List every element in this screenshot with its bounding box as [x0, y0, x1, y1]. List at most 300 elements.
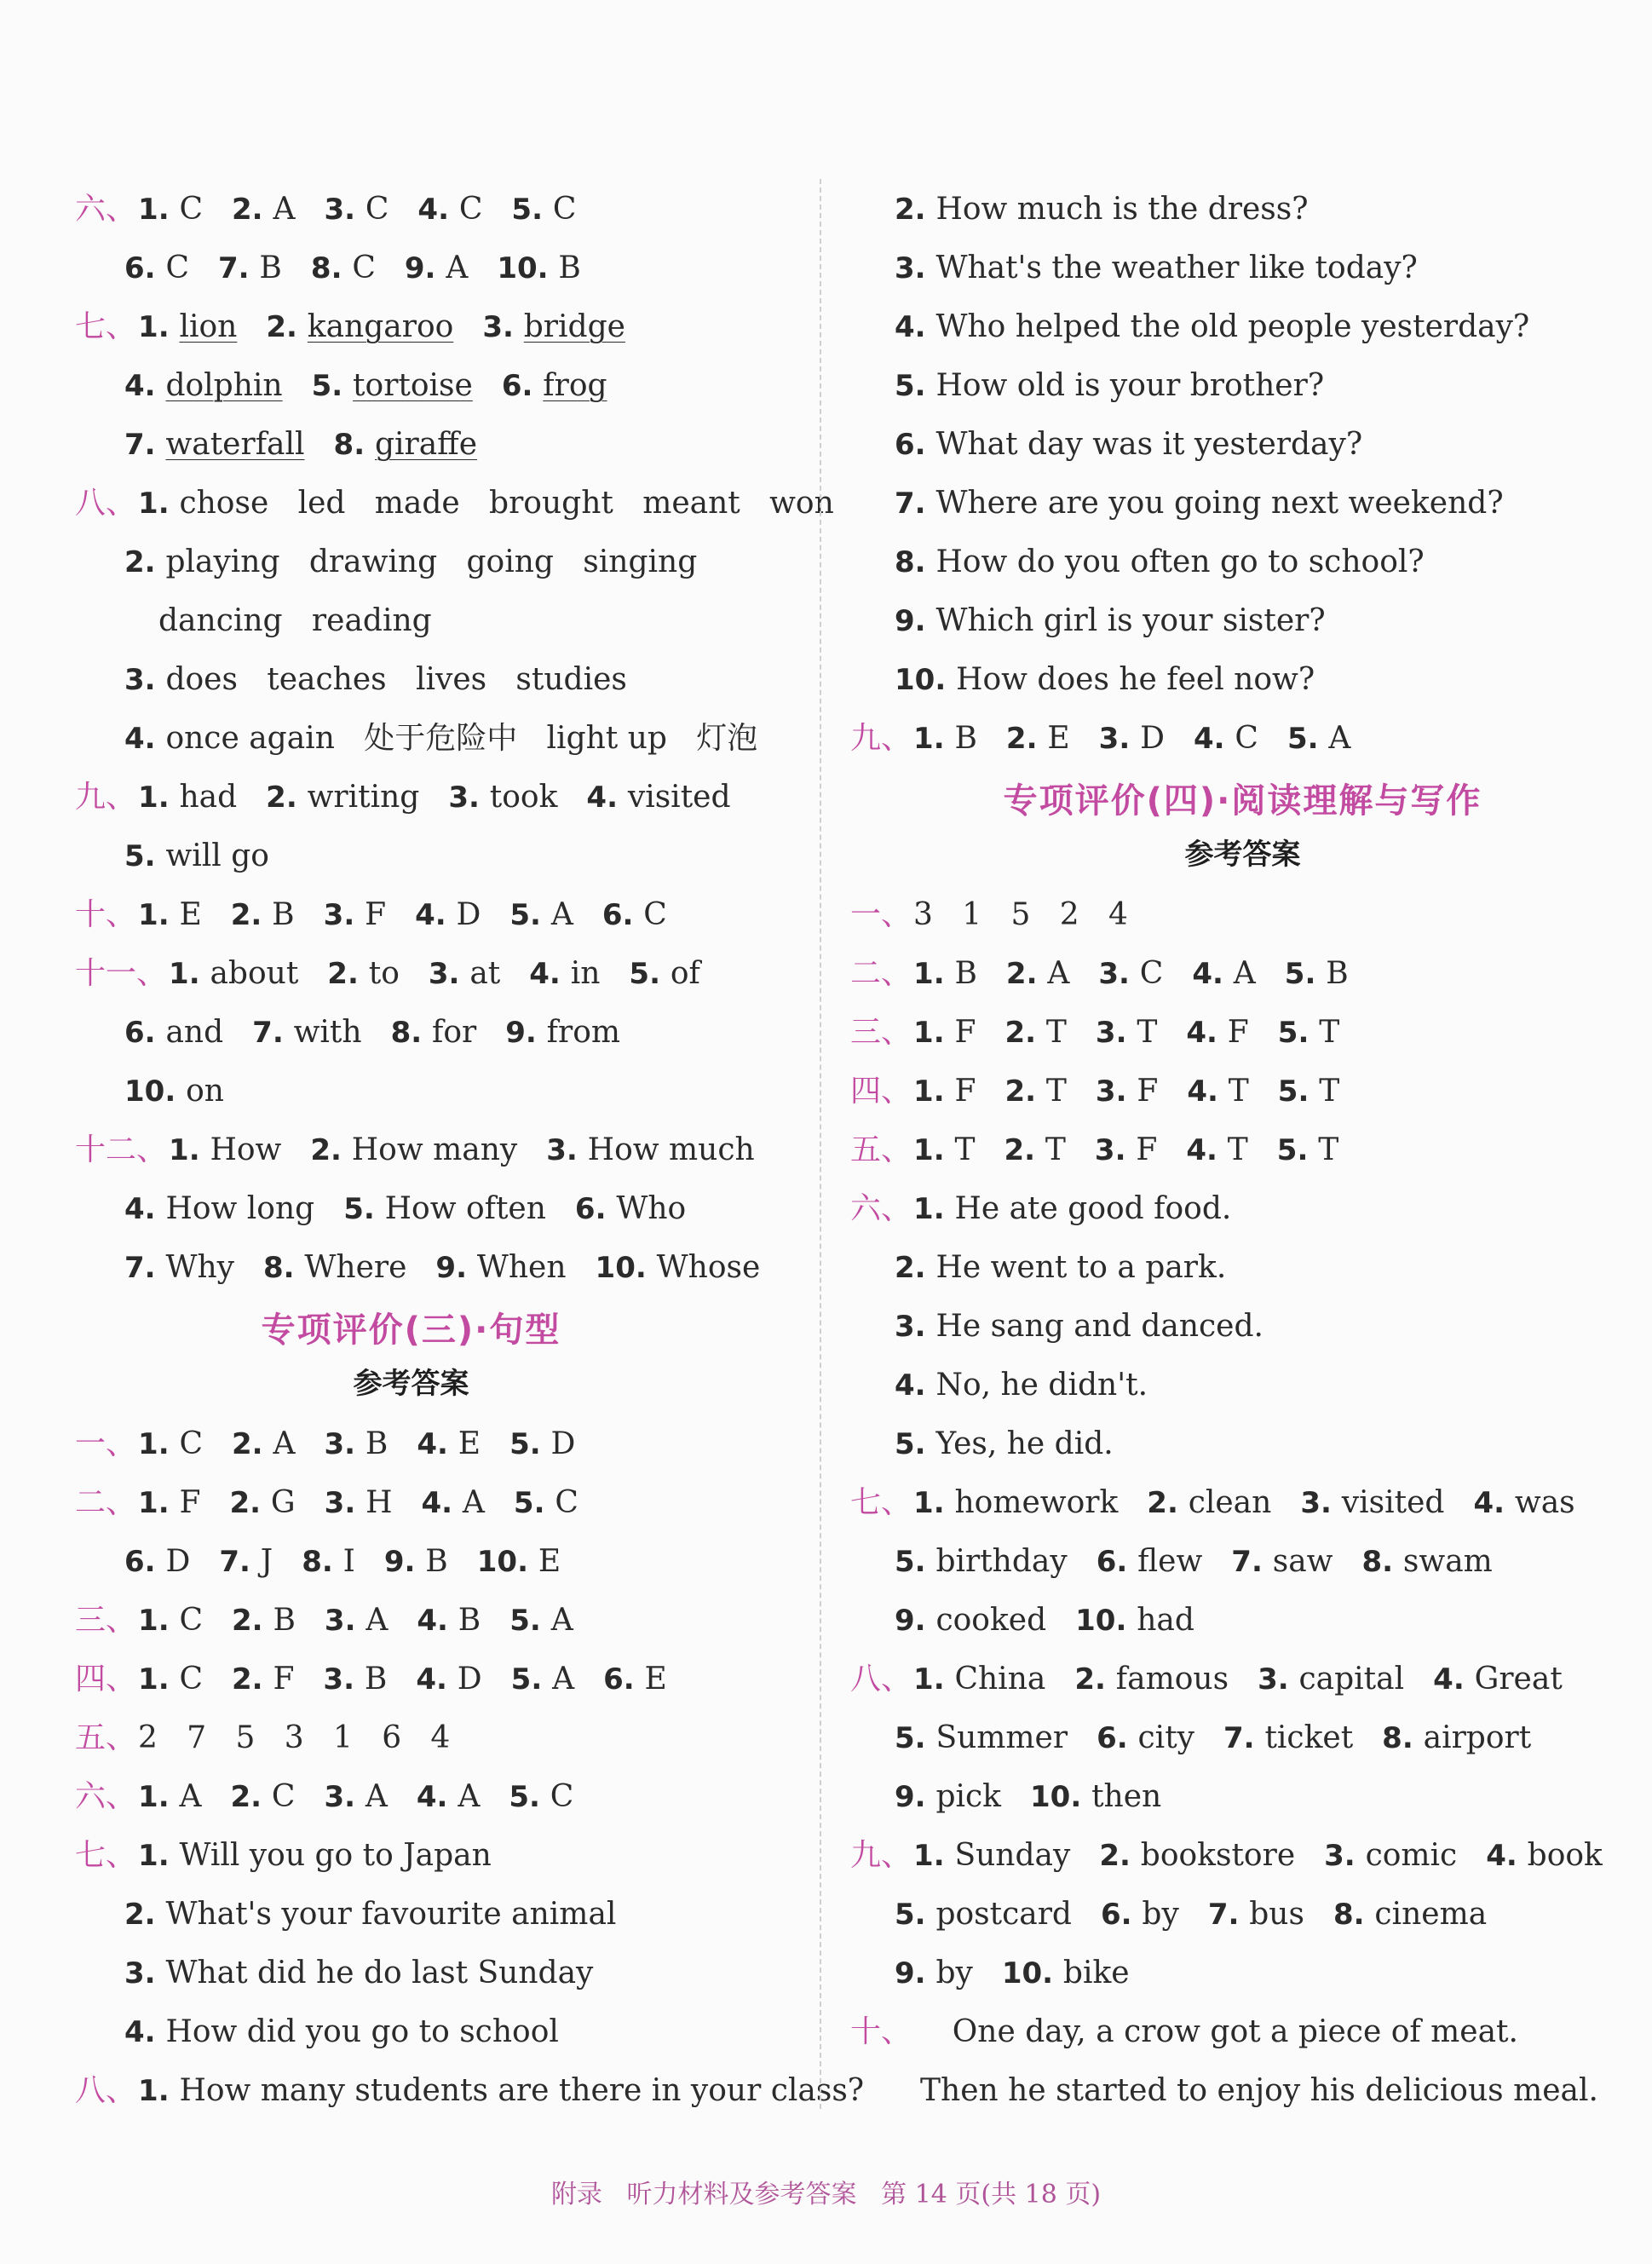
answer-item — [895, 1779, 1001, 1814]
answer-item — [1324, 1838, 1457, 1873]
answer-line — [895, 660, 1344, 700]
question-number: 2 . — [1004, 1074, 1045, 1109]
answer-value: A — [1328, 721, 1351, 756]
question-number: 4 . — [417, 193, 458, 227]
question-number: 1 . — [138, 1486, 179, 1520]
answer-item — [1277, 1132, 1338, 1167]
answer-value: A — [1233, 956, 1256, 991]
question-number: 9 . — [435, 1251, 476, 1285]
question-number: 8 . — [1382, 1721, 1423, 1755]
question-number: 1 . — [138, 1839, 179, 1873]
answer-value: T — [1045, 1074, 1067, 1109]
answer-item — [334, 427, 478, 462]
answer-value: playing drawing going singing — [165, 544, 698, 579]
answer-value: chose led made brought meant won — [179, 486, 834, 521]
question-number: 10 . — [497, 251, 558, 285]
question-number: 1 . — [138, 781, 179, 815]
answer-value: F — [954, 1074, 976, 1109]
answer-item — [138, 309, 237, 344]
answer-value: How often — [384, 1191, 546, 1226]
answer-line — [75, 1835, 521, 1876]
answer-item — [586, 780, 730, 815]
answer-item — [324, 1779, 387, 1814]
answer-item — [1194, 721, 1258, 756]
section-marker: 六、 — [75, 1779, 137, 1814]
answer-item — [913, 721, 977, 756]
answer-item — [1147, 1485, 1271, 1520]
answer-line — [75, 1659, 696, 1700]
answer-item — [477, 1544, 561, 1579]
answer-item — [124, 1015, 223, 1050]
question-number: 7 . — [1223, 1721, 1264, 1755]
question-number: 4 . — [417, 1604, 458, 1638]
question-number: 5 . — [511, 193, 552, 227]
answer-item — [1287, 721, 1350, 756]
question-number: 2 . — [895, 1251, 935, 1285]
answer-value: pick — [935, 1779, 1001, 1814]
answer-item — [895, 1956, 973, 1990]
answer-value: C — [179, 1603, 203, 1638]
section-marker: 九、 — [850, 1838, 912, 1873]
answer-value: was — [1514, 1485, 1575, 1520]
question-number: 2 . — [1004, 1133, 1045, 1167]
question-number: 2 . — [231, 898, 272, 932]
question-number: 2 . — [1004, 1016, 1045, 1050]
answer-item — [1097, 1720, 1194, 1755]
answer-line — [124, 601, 432, 642]
answer-value: frog — [543, 368, 607, 403]
answer-line — [124, 542, 726, 583]
answer-item — [324, 1426, 388, 1461]
answer-value: B — [364, 1662, 388, 1697]
answer-value: once again 处于危险中 light up 灯泡 — [165, 721, 758, 756]
answer-value: D — [165, 1544, 191, 1579]
question-number: 3 . — [1300, 1486, 1341, 1520]
answer-value: cooked — [935, 1603, 1047, 1638]
question-number: 2 . — [124, 545, 165, 579]
answer-value: book — [1527, 1838, 1603, 1873]
answer-line — [895, 1777, 1190, 1818]
answer-line — [895, 542, 1453, 583]
answer-item — [169, 1132, 281, 1167]
answer-value: E — [1047, 721, 1070, 756]
answer-item — [252, 1015, 361, 1050]
answer-line — [850, 953, 1378, 994]
answer-item — [895, 1426, 1114, 1461]
answer-line — [850, 1659, 1592, 1700]
question-number: 3 . — [1095, 1133, 1136, 1167]
answer-item — [429, 956, 500, 991]
answer-value: city — [1137, 1720, 1194, 1755]
answer-item — [1231, 1544, 1333, 1579]
answer-value: F — [179, 1485, 201, 1520]
answer-item — [229, 1485, 295, 1520]
question-number: 4 . — [417, 1780, 458, 1814]
answer-item — [325, 1603, 388, 1638]
answer-value: Summer — [935, 1720, 1068, 1755]
answer-item — [509, 1426, 575, 1461]
answer-item — [895, 1720, 1068, 1755]
question-number: 8 . — [311, 251, 352, 285]
question-number: 7 . — [124, 428, 165, 462]
question-number: 9 . — [895, 1604, 935, 1638]
answer-value: What day was it yesterday? — [935, 427, 1363, 462]
section-marker: 六、 — [850, 1191, 912, 1226]
answer-item — [1002, 1956, 1130, 1990]
question-number: 9 . — [895, 604, 935, 638]
answer-item — [391, 1015, 477, 1050]
question-number: 5 . — [509, 1427, 550, 1461]
answer-item — [169, 956, 298, 991]
answer-item — [266, 309, 453, 344]
answer-value: T — [1227, 1132, 1248, 1167]
answer-value: What did he do last Sunday — [165, 1956, 594, 1990]
answer-item — [124, 368, 283, 403]
section-marker: 二、 — [75, 1485, 137, 1520]
answer-line — [124, 1247, 789, 1288]
answer-line — [850, 2012, 1518, 2053]
answer-item — [1101, 1897, 1179, 1932]
answer-value: He went to a park. — [935, 1250, 1227, 1285]
answer-item — [511, 1662, 574, 1697]
answer-value: postcard — [935, 1897, 1072, 1932]
question-number: 4 . — [416, 1662, 457, 1697]
answer-line — [895, 1306, 1292, 1347]
answer-line — [124, 1953, 622, 1994]
answer-value: When — [476, 1250, 567, 1285]
question-number: 10 . — [895, 663, 956, 697]
answer-item — [124, 1250, 234, 1285]
question-number: 3 . — [895, 1310, 935, 1344]
answer-text: 2 7 5 3 1 6 4 — [138, 1720, 451, 1755]
answer-value: T — [1318, 1132, 1339, 1167]
answer-item — [1473, 1485, 1574, 1520]
question-number: 1 . — [913, 1192, 954, 1226]
answer-value: No, he didn't. — [935, 1368, 1148, 1403]
answer-value: F — [1137, 1074, 1159, 1109]
question-number: 6 . — [602, 898, 643, 932]
question-number: 10 . — [596, 1251, 657, 1285]
question-number: 2 . — [232, 1662, 273, 1697]
section-marker: 七、 — [75, 1838, 137, 1873]
answer-value: airport — [1423, 1720, 1532, 1755]
answer-value: homework — [954, 1485, 1119, 1520]
answer-value: B — [954, 721, 977, 756]
question-number: 1 . — [913, 722, 954, 756]
question-number: 4 . — [895, 1368, 935, 1403]
question-number: 1 . — [138, 1427, 179, 1461]
answer-value: A — [1047, 956, 1070, 991]
answer-value: How long — [165, 1191, 315, 1226]
answer-value: C — [552, 192, 577, 227]
question-number: 3 . — [325, 1486, 366, 1520]
question-number: 1 . — [169, 1133, 210, 1167]
answer-item — [895, 662, 1315, 697]
question-number: 6 . — [575, 1192, 616, 1226]
answer-line — [124, 1189, 715, 1230]
answer-line — [895, 1953, 1159, 1994]
answer-item — [1258, 1662, 1404, 1697]
question-number: 5 . — [895, 1427, 935, 1461]
question-number: 10 . — [124, 1074, 186, 1109]
answer-line — [895, 248, 1447, 289]
answer-item — [1278, 1015, 1339, 1050]
question-number: 2 . — [1074, 1662, 1115, 1697]
answer-item — [232, 1662, 294, 1697]
answer-value: does teaches lives studies — [165, 662, 627, 697]
answer-item — [327, 956, 400, 991]
answer-line — [895, 1424, 1143, 1465]
answer-value: for — [432, 1015, 477, 1050]
answer-value: How did you go to school — [165, 2014, 559, 2049]
question-number: 8 . — [263, 1251, 304, 1285]
question-number: 6 . — [124, 1016, 165, 1050]
answer-line — [75, 1718, 450, 1759]
answer-value: What's your favourite animal — [165, 1897, 617, 1932]
answer-value: How much is the dress? — [935, 192, 1309, 227]
answer-item — [509, 897, 573, 932]
question-number: 2 . — [232, 193, 273, 227]
answer-item — [417, 192, 482, 227]
answer-line — [75, 777, 760, 818]
question-number: 7 . — [218, 251, 259, 285]
answer-value: How many — [351, 1132, 518, 1167]
answer-value: A — [462, 1485, 485, 1520]
answer-item — [1382, 1720, 1531, 1755]
answer-line — [895, 601, 1355, 642]
answer-value: How — [210, 1132, 282, 1167]
answer-item — [1074, 1662, 1229, 1697]
answer-item — [231, 897, 295, 932]
question-number: 2 . — [232, 1604, 273, 1638]
answer-value: G — [270, 1485, 296, 1520]
answer-item — [1095, 1132, 1157, 1167]
answer-item — [138, 1426, 203, 1461]
question-number: 7 . — [1208, 1898, 1249, 1932]
answer-value: He ate good food. — [954, 1191, 1232, 1226]
answer-line — [850, 1835, 1632, 1876]
answer-value: birthday — [935, 1544, 1068, 1579]
section-marker: 三、 — [850, 1015, 912, 1050]
answer-item — [124, 251, 189, 285]
question-number: 3 . — [895, 251, 935, 285]
answer-value: C — [1139, 956, 1164, 991]
answer-value: on — [186, 1074, 224, 1109]
question-number: 2 . — [124, 1898, 165, 1932]
answer-line — [75, 2071, 893, 2111]
answer-item — [232, 1426, 295, 1461]
question-number: 6 . — [502, 369, 543, 403]
question-number: 6 . — [1097, 1545, 1137, 1579]
answer-line — [124, 1541, 590, 1582]
question-number: 3 . — [324, 898, 365, 932]
answer-item — [324, 897, 386, 932]
question-number: 7 . — [124, 1251, 165, 1285]
question-number: 3 . — [482, 310, 523, 344]
answer-value: E — [644, 1662, 667, 1697]
question-number: 3 . — [124, 663, 165, 697]
answer-item — [417, 1426, 481, 1461]
answer-item — [435, 1250, 566, 1285]
question-number: 8 . — [1361, 1545, 1402, 1579]
question-number: 7 . — [1231, 1545, 1272, 1579]
answer-item — [1075, 1603, 1194, 1638]
answer-value: T — [954, 1132, 976, 1167]
answer-line — [895, 483, 1533, 524]
section-marker: 四、 — [850, 1074, 912, 1109]
answer-line — [75, 483, 863, 524]
question-number: 8 . — [302, 1545, 342, 1579]
answer-line — [124, 660, 656, 700]
answer-value: F — [1227, 1015, 1249, 1050]
question-number: 6 . — [124, 251, 165, 285]
section-marker: 七、 — [75, 309, 137, 344]
answer-item — [895, 486, 1504, 521]
question-number: 9 . — [895, 1956, 935, 1990]
answer-value: by — [1142, 1897, 1179, 1932]
answer-value: bike — [1062, 1956, 1130, 1990]
answer-value: F — [954, 1015, 976, 1050]
section-marker: 三、 — [75, 1603, 137, 1638]
question-number: 8 . — [334, 428, 375, 462]
answer-value: What's the weather like today? — [935, 251, 1418, 285]
answer-value: J — [260, 1544, 273, 1579]
answer-value: then — [1091, 1779, 1162, 1814]
answer-value: giraffe — [374, 427, 478, 462]
answer-value: B — [458, 1603, 481, 1638]
answer-item — [218, 251, 282, 285]
answer-item — [629, 956, 699, 991]
answer-item — [405, 251, 468, 285]
question-number: 5 . — [629, 957, 670, 991]
answer-line — [124, 718, 786, 759]
answer-value: about — [210, 956, 299, 991]
answer-item — [266, 780, 419, 815]
question-number: 4 . — [1473, 1486, 1514, 1520]
answer-value: C — [365, 192, 389, 227]
answer-value: from — [546, 1015, 620, 1050]
answer-value: F — [365, 897, 387, 932]
answer-key-subheading: 参考答案 — [353, 1367, 469, 1401]
answer-value: B — [954, 956, 977, 991]
question-number: 1 . — [913, 1662, 954, 1697]
answer-item — [138, 2073, 864, 2108]
answer-value: writing — [307, 780, 420, 815]
answer-item — [138, 1662, 203, 1697]
question-number: 10 . — [1075, 1604, 1137, 1638]
answer-item — [895, 1250, 1226, 1285]
question-number: 3 . — [1096, 1016, 1137, 1050]
answer-item — [575, 1191, 686, 1226]
answer-item — [509, 1603, 573, 1638]
answer-value: A — [550, 1603, 573, 1638]
section-marker: 十、 — [75, 897, 137, 932]
question-number: 6 . — [603, 1662, 644, 1697]
question-number: 5 . — [1287, 722, 1328, 756]
question-number: 1 . — [913, 1074, 954, 1109]
question-number: 4 . — [1433, 1662, 1474, 1697]
answer-line — [895, 307, 1558, 348]
answer-item — [124, 1897, 616, 1932]
answer-value: H — [366, 1485, 393, 1520]
answer-value: F — [1136, 1132, 1158, 1167]
answer-value: B — [365, 1426, 389, 1461]
answer-value: B — [272, 897, 295, 932]
answer-line — [75, 1777, 602, 1818]
answer-text: 3 1 5 2 4 — [913, 897, 1128, 932]
answer-item — [913, 1074, 976, 1109]
answer-value: E — [538, 1544, 561, 1579]
answer-item — [1097, 1544, 1203, 1579]
answer-item — [1208, 1897, 1304, 1932]
question-number: 2 . — [1147, 1486, 1188, 1520]
answer-item — [124, 838, 269, 873]
answer-value: Why — [165, 1250, 234, 1285]
question-number: 3 . — [1324, 1839, 1365, 1873]
answer-item — [509, 1779, 573, 1814]
answer-item — [497, 251, 581, 285]
answer-value: waterfall — [165, 427, 305, 462]
answer-value: Sunday — [954, 1838, 1071, 1873]
answer-item — [913, 1132, 975, 1167]
question-number: 5 . — [895, 1898, 935, 1932]
answer-value: B — [425, 1544, 448, 1579]
answer-line — [895, 1894, 1516, 1935]
answer-item — [138, 780, 237, 815]
answer-text: Then he started to enjoy his delicious meal. — [920, 2073, 1598, 2108]
answer-value: D — [1140, 721, 1165, 756]
answer-value: C — [271, 1779, 296, 1814]
question-number: 1 . — [138, 193, 179, 227]
answer-value: C — [179, 192, 203, 227]
column-divider — [820, 179, 821, 2109]
question-number: 9 . — [384, 1545, 425, 1579]
answer-value: A — [550, 897, 573, 932]
answer-key-subheading: 参考答案 — [1184, 838, 1301, 872]
answer-value: Yes, he did. — [935, 1426, 1114, 1461]
section-marker: 五、 — [850, 1132, 912, 1167]
answer-item — [1361, 1544, 1492, 1579]
question-number: 5 . — [1277, 1133, 1318, 1167]
answer-item — [596, 1250, 761, 1285]
answer-item — [1285, 956, 1349, 991]
answer-line — [75, 307, 654, 348]
answer-value: A — [365, 1779, 388, 1814]
answer-item — [124, 662, 627, 697]
question-number: 5 . — [1278, 1074, 1319, 1109]
question-number: 10 . — [477, 1545, 538, 1579]
question-number: 2 . — [895, 193, 935, 227]
question-number: 1 . — [138, 310, 179, 344]
answer-item — [232, 192, 295, 227]
answer-item — [895, 309, 1529, 344]
answer-item — [417, 1779, 480, 1814]
section-marker: 十、 — [850, 2014, 912, 2049]
answer-item — [913, 1838, 1070, 1873]
answer-line — [75, 189, 605, 230]
answer-line — [850, 1071, 1368, 1112]
answer-item — [913, 1662, 1045, 1697]
question-number: 6 . — [895, 428, 935, 462]
answer-value: C — [179, 1662, 203, 1697]
answer-line — [124, 836, 298, 877]
answer-line — [75, 1483, 607, 1524]
answer-item — [138, 1485, 200, 1520]
question-number: 9 . — [405, 251, 446, 285]
answer-item — [232, 1603, 296, 1638]
answer-value: Who helped the old people yesterday? — [935, 309, 1530, 344]
answer-item — [230, 1779, 295, 1814]
